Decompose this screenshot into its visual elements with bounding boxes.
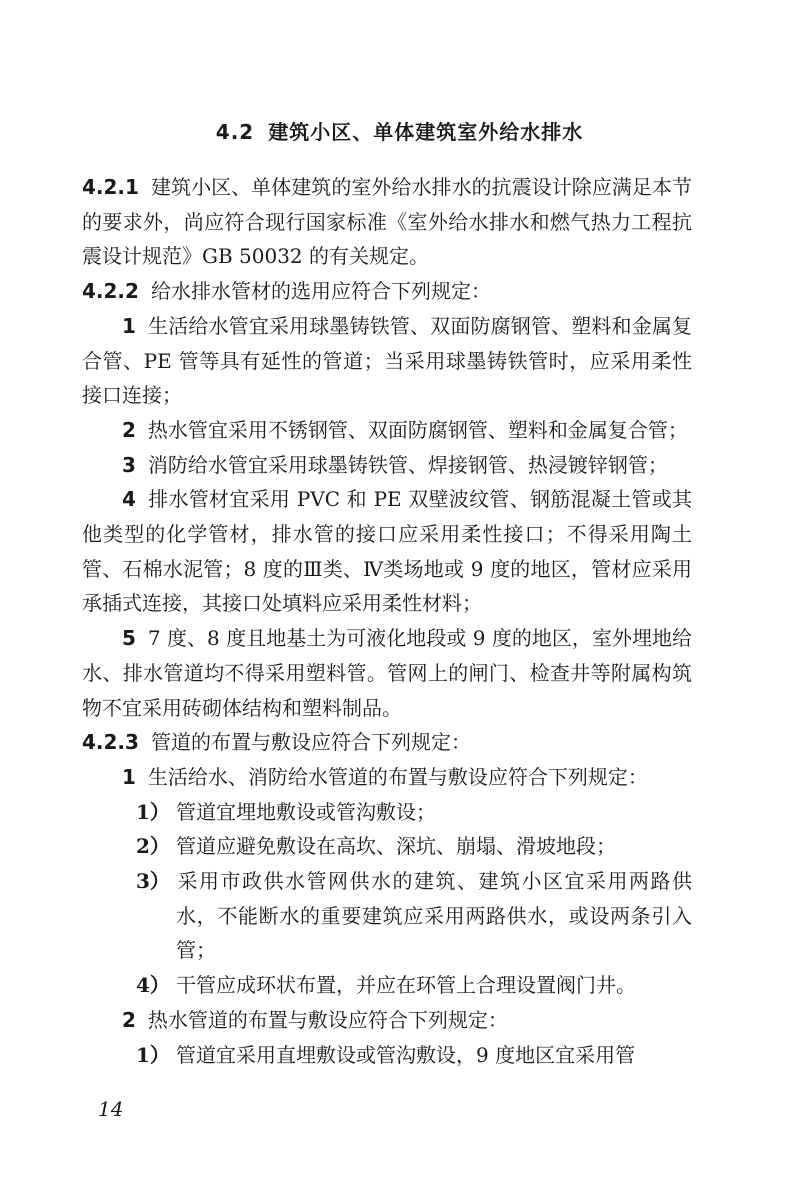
section-title: 建筑小区、单体建筑室外给水排水	[268, 120, 584, 144]
sub-text: 管道应避免敷设在高坎、深坑、崩塌、滑坡地段；	[176, 834, 616, 859]
subitem-paragraph	[82, 968, 692, 1003]
sub-text: 采用市政供水管网供水的建筑、建筑小区宜采用两路供水，不能断水的重要建筑应采用两路供水，或设两条引入管；	[176, 869, 692, 963]
clause-number: 4.2.2	[82, 279, 139, 304]
section-number: 4.2	[215, 120, 255, 144]
item-number: 1	[122, 764, 136, 789]
clause-paragraph	[82, 725, 692, 760]
sub-text: 管道宜埋地敷设或管沟敷设；	[176, 799, 436, 824]
clause-text: 给水排水管材的选用应符合下列规定：	[150, 279, 491, 304]
item-number: 1	[122, 313, 136, 338]
item-text: 热水管宜采用不锈钢管、双面防腐钢管、塑料和金属复合管；	[147, 417, 688, 442]
sub-number: 1）	[136, 799, 170, 824]
sub-number: 2）	[136, 834, 170, 859]
clause-number: 4.2.1	[82, 175, 139, 199]
subitem-paragraph	[82, 795, 692, 830]
item-text: 生活给水、消防给水管道的布置与敷设应符合下列规定：	[147, 764, 648, 789]
item-paragraph	[82, 309, 692, 413]
sub-number: 4）	[136, 973, 170, 998]
subitem-paragraph	[82, 864, 692, 968]
subitem-paragraph	[82, 1038, 692, 1073]
item-number: 3	[122, 452, 136, 477]
page-number: 14	[98, 1097, 124, 1121]
sub-number: 3）	[136, 869, 170, 894]
item-paragraph	[82, 1003, 692, 1038]
sub-text: 管道宜采用直埋敷设或管沟敷设，9 度地区宜采用管	[176, 1042, 636, 1067]
item-text: 排水管材宜采用 PVC 和 PE 双壁波纹管、钢筋混凝土管或其他类型的化学管材，排水管的接口应采用柔性接口；不得采用陶土管、石棉水泥管；8 度的Ⅲ类、Ⅳ类场地或 9 度的地区，管材应采用承插式连接，其接口处填料应采用柔性材料；	[82, 487, 692, 616]
clause-number: 4.2.3	[82, 730, 139, 755]
clause-paragraph	[82, 274, 692, 309]
item-number: 4	[122, 487, 136, 512]
item-text: 消防给水管宜采用球墨铸铁管、焊接钢管、热浸镀锌钢管；	[147, 452, 668, 477]
item-paragraph	[82, 448, 692, 483]
item-text: 7 度、8 度且地基土为可液化地段或 9 度的地区，室外埋地给水、排水管道均不得采用塑料管。管网上的闸门、检查井等附属构筑物不宜采用砖砌体结构和塑料制品。	[82, 626, 692, 720]
clause-text: 建筑小区、单体建筑的室外给水排水的抗震设计除应满足本节的要求外，尚应符合现行国家标准《室外给水排水和燃气热力工程抗震设计规范》GB 50032 的有关规定。	[82, 175, 692, 269]
item-text: 热水管道的布置与敷设应符合下列规定：	[147, 1007, 508, 1032]
sub-text: 干管应成环状布置，并应在环管上合理设置阀门井。	[176, 973, 636, 998]
section-heading	[0, 116, 799, 145]
clause-text: 管道的布置与敷设应符合下列规定：	[150, 730, 471, 755]
item-text: 生活给水管宜采用球墨铸铁管、双面防腐钢管、塑料和金属复合管、PE 管等具有延性的管道；当采用球墨铸铁管时，应采用柔性接口连接；	[82, 313, 692, 408]
sub-number: 1）	[136, 1042, 170, 1067]
item-paragraph	[82, 482, 692, 621]
item-number: 2	[122, 1007, 136, 1032]
item-number: 2	[122, 417, 136, 442]
item-paragraph	[82, 621, 692, 725]
body-text	[82, 170, 692, 1072]
clause-paragraph	[82, 170, 692, 274]
item-number: 5	[122, 626, 136, 651]
item-paragraph	[82, 760, 692, 795]
subitem-paragraph	[82, 829, 692, 864]
item-paragraph	[82, 413, 692, 448]
